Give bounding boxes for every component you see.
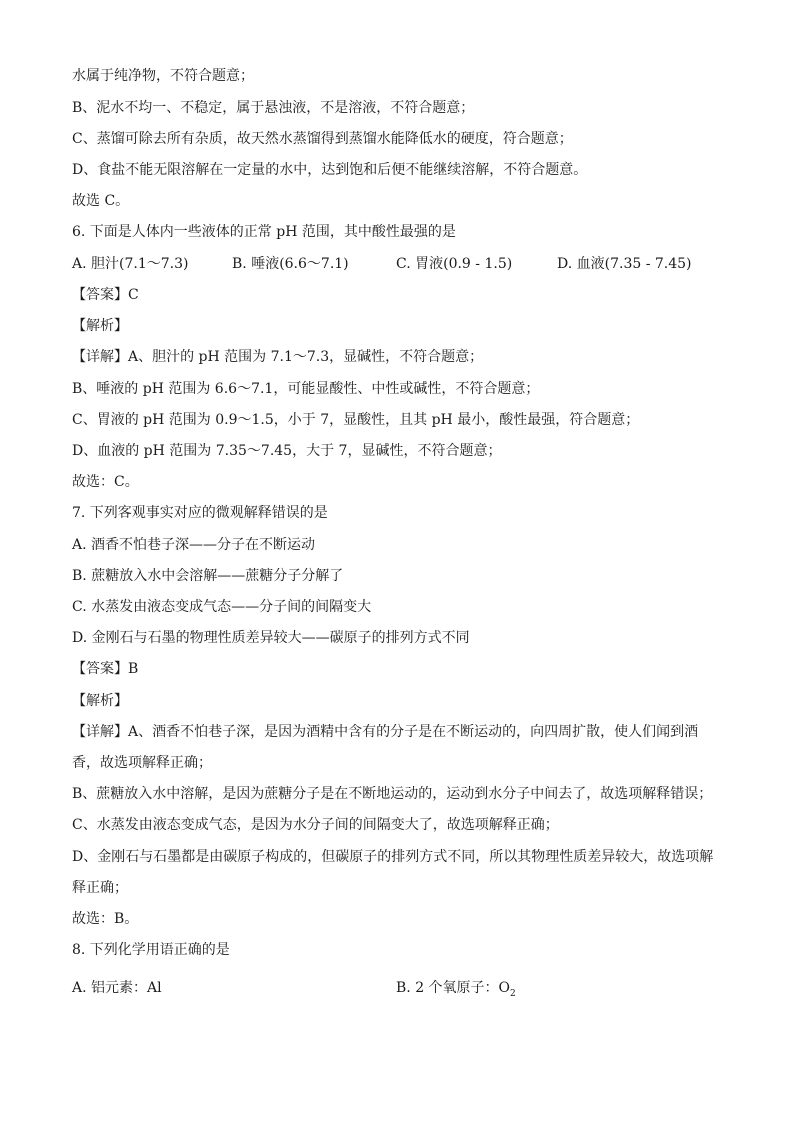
q7-detail-b: B、蔗糖放入水中溶解，是因为蔗糖分子是在不断地运动的，运动到水分子中间去了，故选项解释错误； [72, 786, 713, 802]
q8-option-b-text: B. 2 个氧原子：O [396, 980, 511, 996]
q7-option-c: C. 水蒸发由液态变成气态——分子间的间隔变大 [72, 599, 372, 615]
q6-option-d: D. 血液(7.35 - 7.45) [557, 256, 692, 272]
q5-line-b: B、泥水不均一、不稳定，属于悬浊液，不是溶液，不符合题意； [72, 100, 475, 116]
q6-option-a: A. 胆汁(7.1～7.3) [72, 256, 189, 272]
q7-detail-a-line2: 香，故选项解释正确； [72, 755, 212, 771]
q7-option-a: A. 酒香不怕巷子深——分子在不断运动 [72, 537, 316, 553]
q6-detail-a: 【详解】A、胆汁的 pH 范围为 7.1～7.3，显碱性，不符合题意； [72, 349, 484, 365]
q7-answer: 【答案】B [72, 661, 139, 677]
q6-analysis-heading: 【解析】 [72, 318, 128, 334]
q7-detail-d-line1: D、金刚石与石墨都是由碳原子构成的，但碳原子的排列方式不同，所以其物理性质差异较大，故选项解 [72, 849, 714, 865]
q8-option-a: A. 铝元素：Al [72, 980, 162, 996]
q7-option-d: D. 金刚石与石墨的物理性质差异较大——碳原子的排列方式不同 [72, 630, 470, 646]
q5-line-d: D、食盐不能无限溶解在一定量的水中，达到饱和后便不能继续溶解，不符合题意。 [72, 162, 588, 178]
q5-line-a: 水属于纯净物，不符合题意； [72, 68, 254, 84]
q5-choose: 故选 C。 [72, 193, 130, 209]
q7-detail-d-line2: 释正确； [72, 880, 128, 896]
q7-detail-c: C、水蒸发由液态变成气态，是因为水分子间的间隔变大了，故选项解释正确； [72, 817, 559, 833]
q8-option-b [396, 978, 516, 1000]
q7-detail-a-line1: 【详解】A、酒香不怕巷子深，是因为酒精中含有的分子是在不断运动的，向四周扩散，使人们闻到酒 [72, 724, 699, 740]
q6-detail-d: D、血液的 pH 范围为 7.35～7.45，大于 7，显碱性，不符合题意； [72, 443, 502, 459]
q7-option-b: B. 蔗糖放入水中会溶解——蔗糖分子分解了 [72, 568, 344, 584]
q7-analysis-heading: 【解析】 [72, 693, 128, 709]
q7-stem: 7. 下列客观事实对应的微观解释错误的是 [72, 505, 328, 521]
q6-option-b: B. 唾液(6.6～7.1) [232, 256, 349, 272]
q7-choose: 故选：B。 [72, 911, 139, 927]
q6-option-c: C. 胃液(0.9 - 1.5) [396, 256, 513, 272]
q6-stem: 6. 下面是人体内一些液体的正常 pH 范围，其中酸性最强的是 [72, 224, 456, 240]
q8-option-b-subscript: 2 [510, 989, 516, 999]
q6-detail-b: B、唾液的 pH 范围为 6.6～7.1，可能显酸性、中性或碱性，不符合题意； [72, 381, 540, 397]
q6-choose: 故选：C。 [72, 474, 139, 490]
q6-detail-c: C、胃液的 pH 范围为 0.9～1.5，小于 7，显酸性，且其 pH 最小，酸性最强，符合题意； [72, 412, 640, 428]
q6-answer: 【答案】C [72, 287, 139, 303]
q5-line-c: C、蒸馏可除去所有杂质，故天然水蒸馏得到蒸馏水能降低水的硬度，符合题意； [72, 131, 573, 147]
q8-stem: 8. 下列化学用语正确的是 [72, 942, 230, 958]
